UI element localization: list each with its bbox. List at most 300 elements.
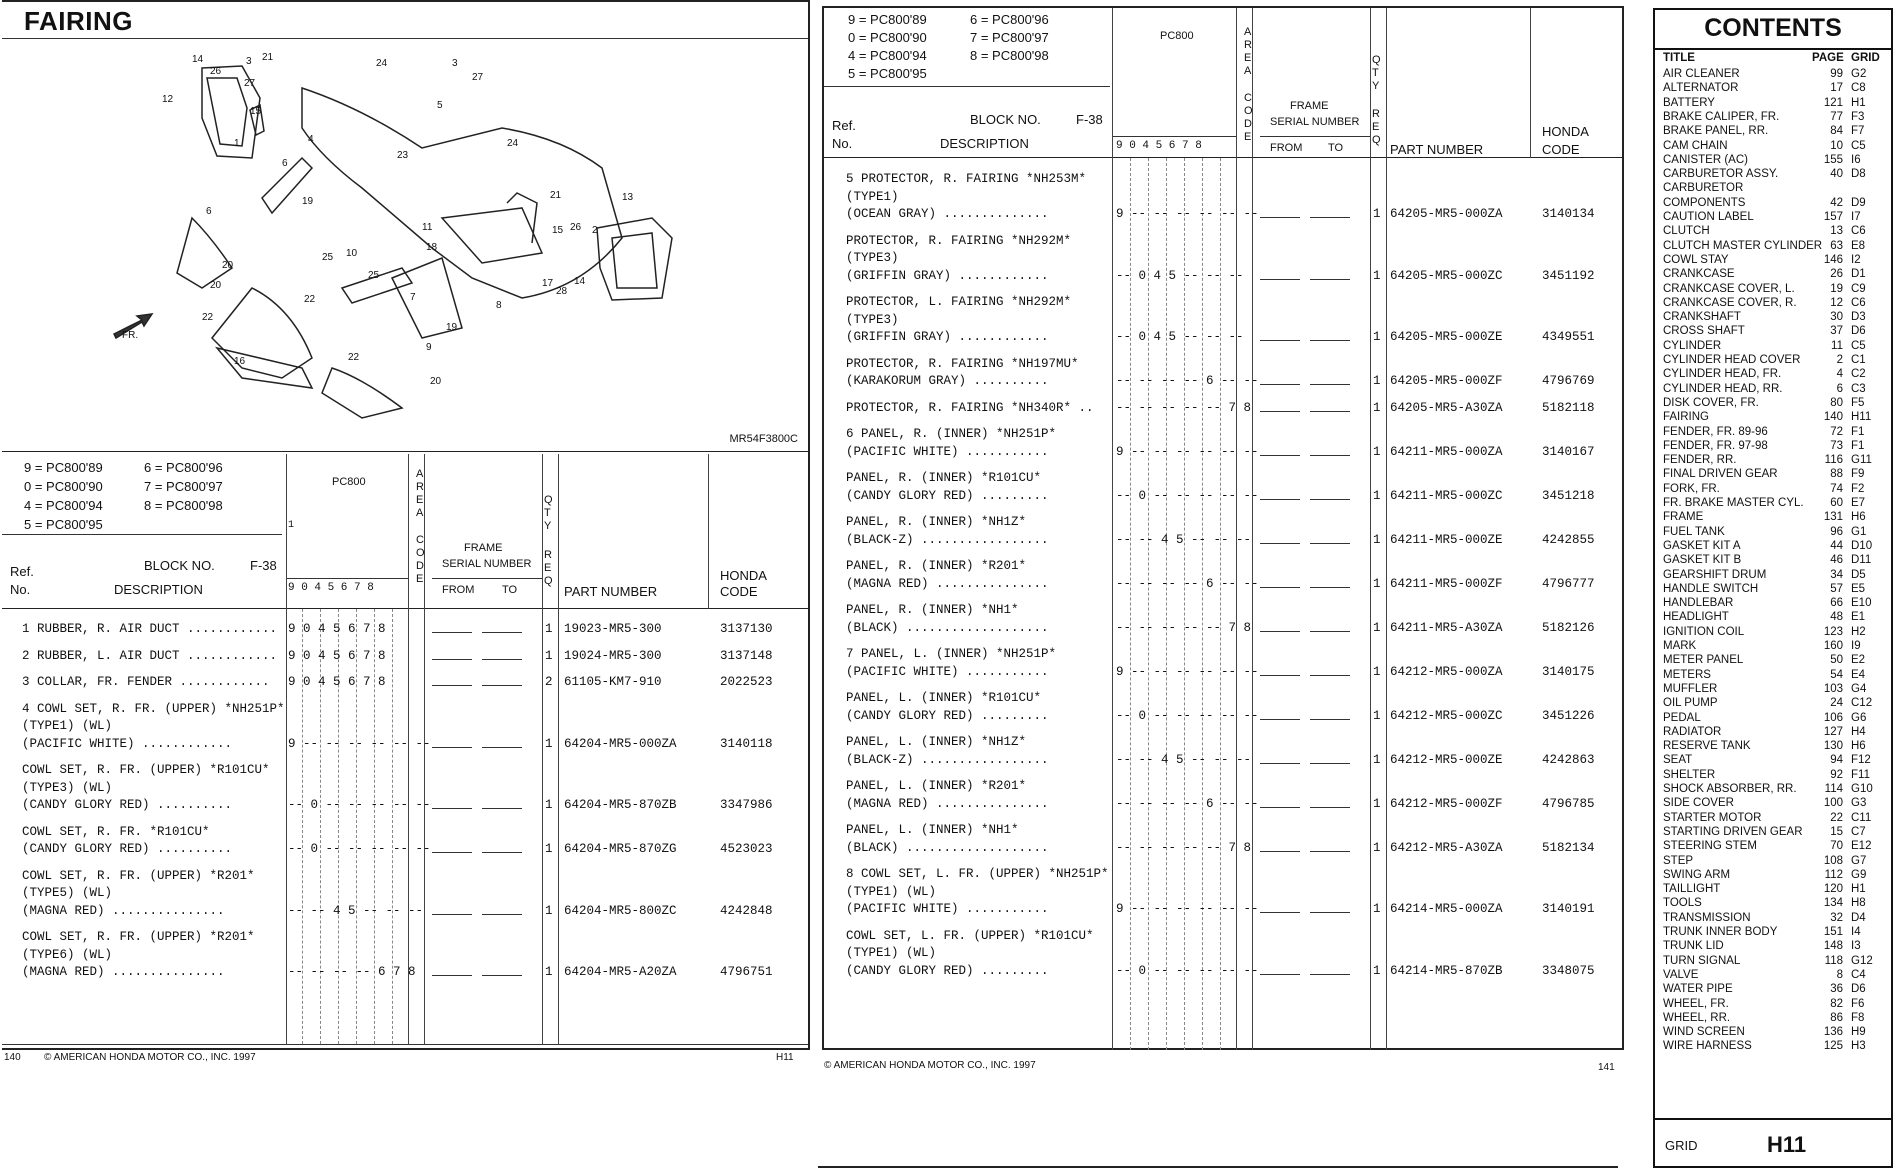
contents-item-title: STEERING STEM bbox=[1663, 840, 1757, 853]
contents-item-page: 74 bbox=[1830, 482, 1843, 495]
contents-item-page: 112 bbox=[1824, 868, 1843, 881]
contents-item-page: 121 bbox=[1823, 96, 1843, 109]
part-number: 64214-MR5-870ZB bbox=[1390, 963, 1503, 978]
honda-code: 3451192 bbox=[1542, 268, 1595, 283]
contents-item-title: GASKET KIT A bbox=[1663, 539, 1741, 552]
honda-code: 3137130 bbox=[720, 622, 773, 636]
part-description: 5 PROTECTOR, R. FAIRING *NH253M* bbox=[846, 172, 1087, 186]
part-description: (KARAKORUM GRAY) .......... bbox=[846, 374, 1049, 388]
contents-item[interactable] bbox=[1655, 325, 1891, 339]
part-description: PANEL, R. (INNER) *R201* bbox=[846, 559, 1027, 573]
contents-item[interactable] bbox=[1655, 97, 1891, 111]
block-no-label: BLOCK NO. bbox=[144, 558, 215, 573]
contents-item-page: 92 bbox=[1830, 768, 1843, 781]
contents-item-grid: I7 bbox=[1851, 211, 1861, 223]
contents-item-title: GEARSHIFT DRUM bbox=[1663, 568, 1767, 581]
copyright: © AMERICAN HONDA MOTOR CO., INC. 1997 bbox=[44, 1052, 256, 1063]
honda-header: HONDA bbox=[720, 568, 767, 583]
quantity: 1 bbox=[545, 842, 553, 856]
contents-item-page: 136 bbox=[1823, 1026, 1843, 1039]
contents-item-title: BRAKE CALIPER, FR. bbox=[1663, 110, 1780, 123]
contents-item-page: 24 bbox=[1830, 697, 1843, 710]
model-group: PC800 bbox=[1160, 30, 1194, 42]
table-row bbox=[824, 603, 1622, 638]
contents-item-grid: H6 bbox=[1851, 511, 1866, 524]
honda-code: 4796777 bbox=[1542, 576, 1595, 591]
contents-item[interactable] bbox=[1655, 426, 1891, 440]
contents-item[interactable] bbox=[1655, 597, 1891, 611]
contents-item[interactable] bbox=[1655, 740, 1891, 754]
contents-item[interactable] bbox=[1655, 526, 1891, 540]
serial-header: SERIAL NUMBER bbox=[442, 558, 532, 570]
page-number: 141 bbox=[1598, 1062, 1615, 1073]
model-years: -- -- 4 5 -- -- -- bbox=[1116, 752, 1252, 767]
contents-item-page: 77 bbox=[1830, 110, 1843, 123]
contents-item-page: 140 bbox=[1823, 411, 1843, 424]
contents-item[interactable] bbox=[1655, 268, 1891, 282]
contents-item[interactable] bbox=[1655, 669, 1891, 683]
contents-item-title: METERS bbox=[1663, 668, 1711, 681]
contents-item[interactable] bbox=[1655, 826, 1891, 840]
honda-code: 3140167 bbox=[1542, 444, 1595, 459]
table-row bbox=[824, 234, 1622, 287]
honda-code: 3348075 bbox=[1542, 963, 1595, 978]
contents-item[interactable] bbox=[1655, 883, 1891, 897]
svg-text:27: 27 bbox=[244, 78, 256, 89]
serial-dashes bbox=[1260, 447, 1350, 459]
quantity: 1 bbox=[1373, 576, 1381, 591]
block-code: F-38 bbox=[1076, 112, 1103, 127]
table-row bbox=[824, 295, 1622, 348]
part-number: 64204-MR5-870ZG bbox=[564, 842, 677, 856]
contents-item[interactable] bbox=[1655, 998, 1891, 1012]
contents-item[interactable] bbox=[1655, 68, 1891, 82]
contents-item-title: CANISTER (AC) bbox=[1663, 153, 1748, 166]
part-number: 64212-MR5-A30ZA bbox=[1390, 840, 1503, 855]
contents-item-page: 42 bbox=[1830, 196, 1843, 209]
contents-item-title: HEADLIGHT bbox=[1663, 611, 1729, 624]
svg-text:13: 13 bbox=[622, 192, 634, 203]
model-years: 9 -- -- -- -- -- -- bbox=[1116, 444, 1259, 459]
table-row bbox=[824, 471, 1622, 506]
svg-text:19: 19 bbox=[446, 322, 458, 333]
part-number: 19024-MR5-300 bbox=[564, 648, 662, 663]
part-description: 7 PANEL, L. (INNER) *NH251P* bbox=[846, 647, 1057, 661]
honda-code: 4242848 bbox=[720, 903, 773, 918]
part-description: (PACIFIC WHITE) ........... bbox=[846, 664, 1049, 679]
contents-item-title: ALTERNATOR bbox=[1663, 82, 1739, 95]
contents-item-page: 10 bbox=[1830, 139, 1843, 152]
contents-item-title: BATTERY bbox=[1663, 96, 1715, 109]
table-row bbox=[2, 675, 808, 693]
contents-item[interactable] bbox=[1655, 983, 1891, 997]
contents-item-page: 50 bbox=[1830, 654, 1843, 667]
honda-code: 3140134 bbox=[1542, 207, 1595, 221]
part-description: PANEL, R. (INNER) *NH1Z* bbox=[846, 515, 1027, 529]
serial-dashes bbox=[1260, 843, 1350, 855]
quantity: 1 bbox=[1373, 488, 1381, 503]
contents-item[interactable] bbox=[1655, 697, 1891, 711]
code-header: CODE bbox=[416, 534, 425, 585]
contents-item-page: 32 bbox=[1830, 911, 1843, 924]
contents-item[interactable] bbox=[1655, 411, 1891, 425]
contents-item-page: 30 bbox=[1830, 311, 1843, 324]
contents-item-grid: F9 bbox=[1851, 468, 1865, 481]
contents-item[interactable] bbox=[1655, 569, 1891, 583]
contents-item[interactable] bbox=[1655, 783, 1891, 797]
serial-dashes bbox=[432, 800, 522, 812]
part-number: 64205-MR5-000ZF bbox=[1390, 374, 1503, 388]
contents-item[interactable] bbox=[1655, 240, 1891, 254]
contents-item-grid: D3 bbox=[1851, 311, 1866, 324]
svg-text:18: 18 bbox=[426, 242, 438, 253]
contents-item[interactable] bbox=[1655, 654, 1891, 668]
part-description: (PACIFIC WHITE) ............ bbox=[22, 736, 233, 751]
honda-code: 4523023 bbox=[720, 842, 773, 856]
contents-item-page: 73 bbox=[1830, 439, 1843, 452]
contents-item[interactable] bbox=[1655, 511, 1891, 525]
contents-item-grid: C3 bbox=[1851, 382, 1866, 395]
quantity: 1 bbox=[1373, 207, 1381, 221]
model-legend: 8 = PC800'98 bbox=[144, 498, 223, 513]
contents-item[interactable] bbox=[1655, 154, 1891, 168]
contents-item-page: 8 bbox=[1836, 968, 1843, 981]
left-page bbox=[2, 0, 810, 1063]
model-years: -- -- -- -- 6 -- -- bbox=[1116, 576, 1259, 591]
contents-item[interactable] bbox=[1655, 812, 1891, 826]
contents-item-title: FAIRING bbox=[1663, 411, 1710, 424]
contents-item[interactable] bbox=[1655, 797, 1891, 811]
part-number-header: PART NUMBER bbox=[1390, 142, 1484, 157]
contents-item[interactable] bbox=[1655, 912, 1891, 926]
contents-item-page: 86 bbox=[1830, 1011, 1843, 1024]
serial-dashes bbox=[1260, 376, 1350, 388]
contents-item-grid: D6 bbox=[1851, 983, 1866, 996]
contents-item-grid: C6 bbox=[1851, 225, 1866, 238]
contents-item-page: 82 bbox=[1830, 997, 1843, 1010]
contents-item-grid: G7 bbox=[1851, 854, 1867, 867]
contents-item[interactable] bbox=[1655, 726, 1891, 740]
table-row bbox=[2, 763, 808, 816]
block-no-label: BLOCK NO. bbox=[970, 112, 1041, 127]
contents-item[interactable] bbox=[1655, 554, 1891, 568]
contents-item-grid: F6 bbox=[1851, 997, 1865, 1010]
contents-item-page: 108 bbox=[1823, 854, 1843, 867]
svg-text:28: 28 bbox=[556, 286, 568, 297]
contents-item[interactable] bbox=[1655, 1026, 1891, 1040]
honda-code: 4796785 bbox=[1542, 796, 1595, 811]
contents-item-grid: F2 bbox=[1851, 482, 1865, 495]
part-description: (CANDY GLORY RED) ......... bbox=[846, 963, 1049, 978]
svg-text:27: 27 bbox=[472, 72, 484, 83]
contents-item-title: STARTING DRIVEN GEAR bbox=[1663, 825, 1803, 838]
contents-item-title: TURN SIGNAL bbox=[1663, 954, 1741, 967]
contents-item-page: 96 bbox=[1830, 525, 1843, 538]
contents-item-page: 6 bbox=[1836, 382, 1843, 395]
part-number: 64205-MR5-000ZA bbox=[1390, 207, 1503, 221]
contents-item-grid: F3 bbox=[1851, 110, 1865, 123]
honda-code: 5182118 bbox=[1542, 400, 1595, 415]
honda-code: 3137148 bbox=[720, 648, 773, 663]
contents-item-title: COMPONENTS bbox=[1663, 196, 1746, 209]
table-row bbox=[824, 357, 1622, 392]
contents-item[interactable] bbox=[1655, 969, 1891, 983]
contents-item-page: 157 bbox=[1823, 211, 1843, 223]
contents-item[interactable] bbox=[1655, 683, 1891, 697]
contents-item-title: WIND SCREEN bbox=[1663, 1026, 1745, 1039]
part-description: (TYPE1) bbox=[846, 189, 899, 204]
contents-item-title: SIDE COVER bbox=[1663, 797, 1734, 810]
contents-item-title: SEAT bbox=[1663, 754, 1693, 767]
part-description: (TYPE1) (WL) bbox=[846, 946, 937, 960]
contents-item-grid: C11 bbox=[1851, 811, 1872, 824]
col-grid: GRID bbox=[1851, 52, 1880, 64]
svg-text:15: 15 bbox=[250, 106, 262, 117]
contents-item-grid: G12 bbox=[1851, 954, 1873, 967]
contents-item[interactable] bbox=[1655, 754, 1891, 768]
contents-item[interactable] bbox=[1655, 383, 1891, 397]
quantity: 1 bbox=[545, 736, 553, 751]
contents-item-title: RADIATOR bbox=[1663, 725, 1722, 738]
part-description: (BLACK-Z) ................. bbox=[846, 532, 1049, 547]
svg-text:20: 20 bbox=[222, 260, 234, 271]
contents-item[interactable] bbox=[1655, 397, 1891, 411]
contents-item[interactable] bbox=[1655, 125, 1891, 139]
contents-item[interactable] bbox=[1655, 712, 1891, 726]
contents-item-grid: G6 bbox=[1851, 711, 1867, 724]
part-number: 64204-MR5-A20ZA bbox=[564, 965, 677, 979]
contents-item-grid: F11 bbox=[1851, 768, 1870, 781]
contents-item-title: CAUTION LABEL bbox=[1663, 211, 1754, 223]
quantity: 1 bbox=[1373, 268, 1381, 283]
contents-item-title: CRANKCASE COVER, L. bbox=[1663, 282, 1795, 295]
svg-text:1: 1 bbox=[234, 138, 240, 149]
contents-item-grid: D1 bbox=[1851, 268, 1866, 281]
contents-item[interactable] bbox=[1655, 454, 1891, 468]
contents-item-title: AIR CLEANER bbox=[1663, 68, 1740, 80]
contents-item-title: SWING ARM bbox=[1663, 868, 1731, 881]
grid-value: H11 bbox=[1767, 1132, 1807, 1157]
contents-item[interactable] bbox=[1655, 283, 1891, 297]
contents-item-page: 17 bbox=[1830, 82, 1843, 95]
contents-item-title: TOOLS bbox=[1663, 897, 1702, 910]
quantity: 1 bbox=[1373, 752, 1381, 767]
honda-code: 4242863 bbox=[1542, 752, 1595, 767]
contents-item[interactable] bbox=[1655, 140, 1891, 154]
contents-item-page: 2 bbox=[1836, 354, 1843, 366]
contents-item-grid: H3 bbox=[1851, 1040, 1866, 1053]
quantity: 1 bbox=[1373, 796, 1381, 811]
svg-text:25: 25 bbox=[322, 252, 334, 263]
block-code: F-38 bbox=[250, 558, 277, 573]
quantity: 1 bbox=[1373, 840, 1381, 855]
qty-header: QTY bbox=[1372, 54, 1381, 92]
contents-item-grid: G4 bbox=[1851, 682, 1867, 695]
svg-text:11: 11 bbox=[422, 222, 433, 233]
contents-item-page: 123 bbox=[1823, 625, 1843, 638]
contents-item-title: PEDAL bbox=[1663, 711, 1701, 724]
model-years: -- 0 4 5 -- -- -- bbox=[1116, 268, 1244, 283]
svg-text:19: 19 bbox=[302, 196, 314, 207]
quantity: 1 bbox=[545, 903, 553, 918]
part-description: 8 COWL SET, L. FR. (UPPER) *NH251P* bbox=[846, 867, 1109, 881]
contents-item[interactable] bbox=[1655, 225, 1891, 239]
contents-item-title: COWL STAY bbox=[1663, 253, 1729, 266]
model-years: -- -- 4 5 -- -- -- bbox=[1116, 532, 1252, 547]
table-row bbox=[824, 515, 1622, 550]
contents-item-page: 127 bbox=[1823, 725, 1843, 738]
honda-code: 4242855 bbox=[1542, 532, 1595, 547]
part-description: 6 PANEL, R. (INNER) *NH251P* bbox=[846, 427, 1057, 441]
part-description: (GRIFFIN GRAY) ............ bbox=[846, 330, 1049, 344]
contents-item-page: 88 bbox=[1830, 468, 1843, 481]
contents-item[interactable] bbox=[1655, 440, 1891, 454]
contents-item[interactable] bbox=[1655, 254, 1891, 268]
quantity: 1 bbox=[1373, 444, 1381, 459]
contents-item[interactable] bbox=[1655, 955, 1891, 969]
no-label: No. bbox=[10, 582, 31, 597]
contents-item[interactable] bbox=[1655, 197, 1891, 211]
contents-item[interactable] bbox=[1655, 311, 1891, 325]
part-number: 64204-MR5-000ZA bbox=[564, 736, 677, 751]
model-years: -- 0 -- -- -- -- -- bbox=[1116, 963, 1259, 978]
contents-item-title: TAILLIGHT bbox=[1663, 883, 1721, 896]
contents-item-grid: E1 bbox=[1851, 611, 1866, 624]
part-description: (CANDY GLORY RED) .......... bbox=[22, 798, 233, 812]
contents-item[interactable] bbox=[1655, 368, 1891, 382]
part-number: 64212-MR5-000ZE bbox=[1390, 752, 1503, 767]
contents-item[interactable] bbox=[1655, 211, 1891, 225]
area-header: AREA bbox=[1244, 26, 1252, 77]
serial-dashes bbox=[432, 677, 522, 689]
part-description: (TYPE5) (WL) bbox=[22, 886, 113, 900]
contents-item-grid: D10 bbox=[1851, 539, 1873, 552]
contents-item-grid: I4 bbox=[1851, 926, 1861, 938]
contents-item-page: 131 bbox=[1823, 511, 1843, 524]
contents-item-grid: G9 bbox=[1851, 868, 1867, 881]
contents-item-grid: F1 bbox=[1851, 439, 1865, 452]
contents-item[interactable] bbox=[1655, 769, 1891, 783]
contents-item-grid: C1 bbox=[1851, 354, 1866, 366]
contents-item-grid: F7 bbox=[1851, 125, 1865, 138]
serial-dashes bbox=[1260, 332, 1350, 344]
contents-item[interactable] bbox=[1655, 869, 1891, 883]
part-description: PANEL, L. (INNER) *R201* bbox=[846, 779, 1027, 793]
serial-dashes bbox=[1260, 623, 1350, 635]
serial-dashes bbox=[1260, 755, 1350, 767]
table-header bbox=[2, 454, 808, 609]
svg-text:21: 21 bbox=[550, 190, 562, 201]
contents-item[interactable] bbox=[1655, 583, 1891, 597]
contents-item[interactable] bbox=[1655, 926, 1891, 940]
table-row bbox=[824, 735, 1622, 770]
quantity: 1 bbox=[1373, 620, 1381, 635]
contents-item[interactable] bbox=[1655, 611, 1891, 625]
contents-item[interactable] bbox=[1655, 297, 1891, 311]
part-description: (TYPE3) (WL) bbox=[22, 780, 113, 795]
contents-item-title: FRAME bbox=[1663, 511, 1704, 524]
contents-item-grid: C2 bbox=[1851, 368, 1866, 381]
contents-item-title: CARBURETOR bbox=[1663, 182, 1744, 195]
table-header bbox=[824, 8, 1622, 158]
contents-item[interactable] bbox=[1655, 897, 1891, 911]
table-row bbox=[824, 559, 1622, 594]
contents-item[interactable] bbox=[1655, 468, 1891, 482]
contents-item[interactable] bbox=[1655, 1040, 1891, 1054]
contents-item-page: 19 bbox=[1830, 282, 1843, 295]
model-years: -- -- -- -- -- 7 8 bbox=[1116, 840, 1252, 855]
model-years: 9 0 4 5 6 7 8 bbox=[288, 622, 386, 636]
part-description: (MAGNA RED) ............... bbox=[22, 903, 225, 918]
contents-item[interactable] bbox=[1655, 855, 1891, 869]
contents-item[interactable] bbox=[1655, 111, 1891, 125]
contents-item[interactable] bbox=[1655, 1012, 1891, 1026]
contents-item-grid: C7 bbox=[1851, 825, 1866, 838]
svg-text:6: 6 bbox=[282, 158, 288, 169]
year-row: 9 0 4 5 6 7 8 bbox=[288, 582, 374, 594]
part-number: 19023-MR5-300 bbox=[564, 622, 662, 636]
copyright: © AMERICAN HONDA MOTOR CO., INC. 1997 bbox=[824, 1060, 1036, 1071]
part-description: (TYPE3) bbox=[846, 251, 899, 265]
contents-item[interactable] bbox=[1655, 840, 1891, 854]
serial-dashes bbox=[432, 967, 522, 979]
contents-item[interactable] bbox=[1655, 168, 1891, 182]
contents-item-page: 146 bbox=[1823, 253, 1843, 266]
contents-item-grid: F12 bbox=[1851, 754, 1871, 767]
part-number: 64204-MR5-800ZC bbox=[564, 903, 677, 918]
quantity: 1 bbox=[1373, 708, 1381, 723]
contents-item[interactable] bbox=[1655, 640, 1891, 654]
serial-dashes bbox=[1260, 711, 1350, 723]
contents-item[interactable] bbox=[1655, 340, 1891, 354]
grid-label: GRID bbox=[1665, 1138, 1698, 1153]
contents-item-title: CRANKCASE COVER, R. bbox=[1663, 296, 1797, 309]
contents-item[interactable] bbox=[1655, 540, 1891, 554]
table-row bbox=[824, 172, 1622, 225]
part-description: PROTECTOR, R. FAIRING *NH197MU* bbox=[846, 356, 1079, 371]
contents-item-page: 15 bbox=[1830, 825, 1843, 838]
contents-item[interactable] bbox=[1655, 497, 1891, 511]
contents-item-page: 118 bbox=[1824, 954, 1843, 967]
table-row bbox=[824, 691, 1622, 726]
contents-item-page: 125 bbox=[1823, 1040, 1843, 1053]
part-description: (PACIFIC WHITE) ........... bbox=[846, 902, 1049, 916]
contents-item-title: VALVE bbox=[1663, 968, 1699, 981]
contents-item-page: 116 bbox=[1824, 454, 1843, 467]
contents-item-grid: C5 bbox=[1851, 339, 1866, 352]
contents-item[interactable] bbox=[1655, 82, 1891, 96]
contents-item-title: SHELTER bbox=[1663, 768, 1716, 781]
contents-item-page: 130 bbox=[1823, 740, 1843, 753]
contents-item-page: 40 bbox=[1830, 168, 1843, 181]
page-title: FAIRING bbox=[24, 6, 133, 36]
contents-item[interactable] bbox=[1655, 483, 1891, 497]
contents-item[interactable] bbox=[1655, 182, 1891, 196]
part-number: 64212-MR5-000ZA bbox=[1390, 664, 1503, 679]
quantity: 1 bbox=[1373, 400, 1381, 415]
part-description: PANEL, L. (INNER) *R101CU* bbox=[846, 691, 1042, 705]
description-header: DESCRIPTION bbox=[114, 582, 203, 597]
contents-item[interactable] bbox=[1655, 626, 1891, 640]
contents-item[interactable] bbox=[1655, 354, 1891, 368]
qty-header: QTY bbox=[544, 494, 553, 532]
svg-text:5: 5 bbox=[437, 100, 443, 111]
contents-item-page: 54 bbox=[1830, 668, 1843, 681]
contents-item-grid: E2 bbox=[1851, 654, 1866, 667]
contents-item[interactable] bbox=[1655, 940, 1891, 954]
contents-item-title: STARTER MOTOR bbox=[1663, 811, 1762, 824]
contents-item-grid: F8 bbox=[1851, 1011, 1865, 1024]
